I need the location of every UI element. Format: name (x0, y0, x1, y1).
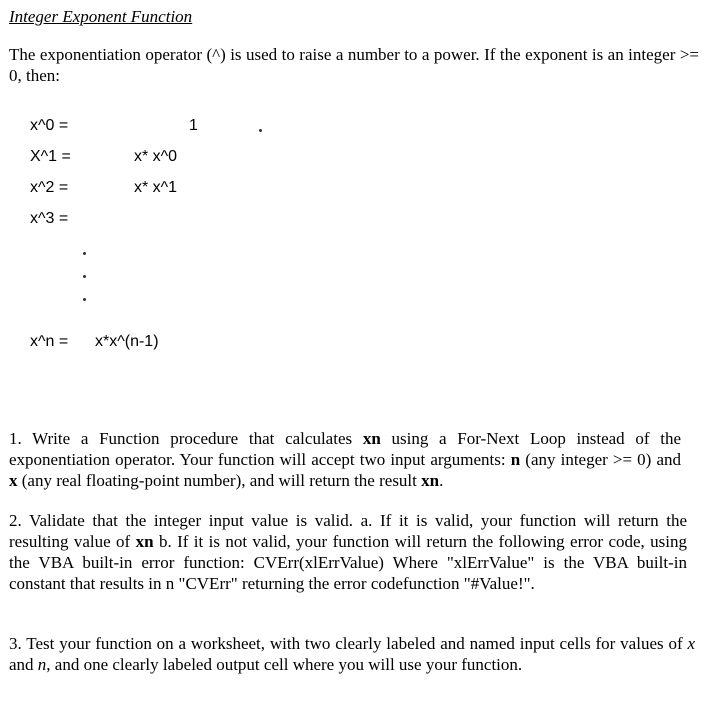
instruction-item-3 (9, 633, 695, 675)
eq-row-2-lhs: x^2 = (30, 179, 69, 196)
ellipsis-dot (83, 298, 86, 301)
ellipsis-dot (83, 275, 86, 278)
eq-general-lhs: x^n = (30, 333, 69, 350)
item-3-text-2: and (9, 655, 38, 674)
intro-paragraph: The exponentiation operator (^) is used to raise a number to a power. If the exponent is an integer >= 0, then: (9, 45, 699, 85)
stray-dot (259, 129, 262, 132)
item-1-text-5: . (439, 471, 444, 490)
item-3-italic-n: n (37, 655, 47, 674)
item-1-text-3: (any integer >= 0) and (520, 450, 681, 469)
item-1-bold-x: x (9, 471, 18, 490)
item-1-bold-xn: xn (362, 429, 381, 448)
item-2-text-1: 2. Validate that the integer input value is valid. a. If it is valid, your function will return the resulting value of (9, 511, 687, 551)
item-1-text-4: (any real floating-point number), and will return the result (17, 471, 422, 490)
item-1-bold-xn-result: xn (421, 471, 440, 490)
eq-row-3-lhs: x^3 = (30, 210, 69, 227)
item-2-bold-xn: xn (135, 532, 154, 551)
item-3-italic-x: x (687, 634, 695, 653)
item-3-text-3: , and one clearly labeled output cell where you will use your function. (46, 655, 523, 674)
item-2-text-2: b. If it is not valid, your function will return the following error code, using the VBA built-in error function: CVErr(xlErrValue) Where "xlErrValue" is the VBA built-in constant that results in n "CVErr" returning the error codefunction "#Value!". (9, 532, 687, 593)
instruction-item-1 (9, 428, 681, 491)
item-1-text-1: 1. Write a Function procedure that calculates (9, 429, 363, 448)
ellipsis-dot (83, 252, 86, 255)
eq-row-1-rhs: x* x^0 (134, 148, 178, 165)
item-1-text-2: using a For-Next Loop instead of the exponentiation operator. Your function will accept two input arguments: (9, 429, 681, 469)
eq-row-1-lhs: X^1 = (30, 148, 71, 165)
eq-row-0-rhs: 1 (189, 117, 198, 134)
eq-row-2-rhs: x* x^1 (134, 179, 178, 196)
instruction-item-2 (9, 510, 687, 594)
eq-general-rhs: x*x^(n-1) (95, 333, 159, 350)
item-1-bold-n: n (510, 450, 521, 469)
item-3-text-1: 3. Test your function on a worksheet, with two clearly labeled and named input cells for values of (9, 634, 688, 653)
document-title: Integer Exponent Function (9, 7, 193, 26)
eq-row-0-lhs: x^0 = (30, 117, 69, 134)
